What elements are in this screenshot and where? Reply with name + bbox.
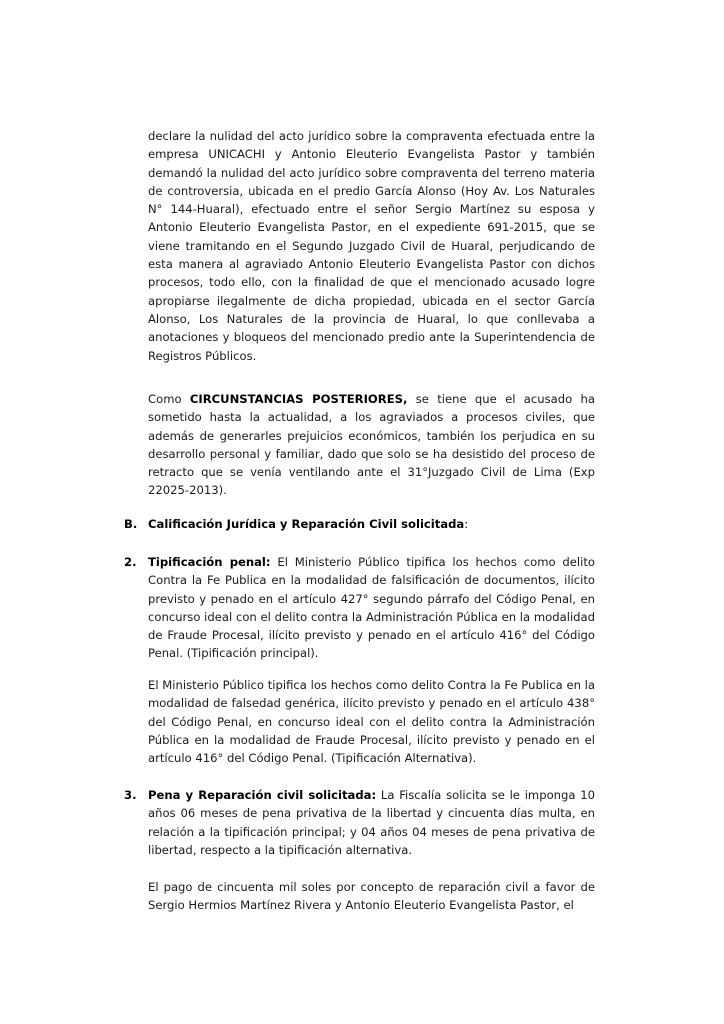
section-b-title: Calificación Jurídica y Reparación Civil solicitada <box>148 517 465 531</box>
paragraph-civil-reparation: El pago de cincuenta mil soles por concepto de reparación civil a favor de Sergio Hermios Martínez Rivera y Antonio Eleuterio Evangelista Pastor, el <box>148 880 595 913</box>
paragraph-lead: Como <box>148 392 190 406</box>
section-b-heading <box>124 515 595 533</box>
paragraph-alternative-typification: El Ministerio Público tipifica los hechos como delito Contra la Fe Publica en la modalidad de falsedad genérica, ilícito previsto y penado en el artículo 438° del Código Penal, en concurso ideal con el delito contra la Administración Pública en la modalidad de Fraude Procesal, ilícito previsto y penado en el artículo 416° del Código Penal. (Tipificación Alternativa). <box>148 678 595 766</box>
typification-text: El Ministerio Público tipifica los hechos como delito Contra la Fe Publica en la modalidad de falsificación de documentos, ilícito previsto y penado en el artículo 427° segundo párrafo del Código Penal, en concurso ideal con el delito contra la Administración Pública en la modalidad de Fraude Procesal, ilícito previsto y penado en el artículo 416° del Código Penal. (Tipificación principal). <box>148 555 595 661</box>
section-b-title-wrap <box>148 515 595 533</box>
list-item-2 <box>124 553 595 663</box>
paragraph-subsequent-circumstances <box>148 390 595 500</box>
list-item-3 <box>124 786 595 859</box>
penalty-paragraph <box>148 786 595 859</box>
paragraph-text: se tiene que el acusado ha sometido hasta la actualidad, a los agraviados a procesos civiles, que además de generarles prejuicios económicos, también los perjudica en su desarrollo personal y familiar, dado que solo se ha desistido del proceso de retracto que se venía ventilando ante el 31°Juzgado Civil de Lima (Exp 22025-2013). <box>148 392 595 498</box>
penalty-heading: Pena y Reparación civil solicitada: <box>148 788 377 802</box>
list-number: 2. <box>124 555 137 569</box>
list-number: 3. <box>124 788 137 802</box>
circumstances-heading: CIRCUNSTANCIAS POSTERIORES, <box>189 392 408 406</box>
section-b-colon: : <box>464 517 469 531</box>
typification-paragraph <box>148 553 595 663</box>
paragraph-facts-continued: declare la nulidad del acto jurídico sobre la compraventa efectuada entre la empresa UNICACHI y Antonio Eleuterio Evangelista Pastor y también demandó la nulidad del acto jurídico sobre compraventa del terreno materia de controversia, ubicada en el predio García Alonso (Hoy Av. Los Naturales N° 144-Huaral), efectuado entre el señor Sergio Martínez su esposa y Antonio Eleuterio Evangelista Pastor, en el expediente 691-2015, que se viene tramitando en el Segundo Juzgado Civil de Huaral, perjudicando de esta manera al agraviado Antonio Eleuterio Evangelista Pastor con dichos procesos, todo ello, con la finalidad de que el mencionado acusado logre apropiarse ilegalmente de dicha propiedad, ubicada en el sector García Alonso, Los Naturales de la provincia de Huaral, lo que conllevaba a anotaciones y bloqueos del mencionado predio ante la Superintendencia de Registros Públicos. <box>148 129 595 363</box>
typification-heading: Tipificación penal: <box>148 555 271 569</box>
section-marker: B. <box>124 517 138 531</box>
penalty-text: La Fiscalía solicita se le imponga 10 años 06 meses de pena privativa de la libertad y cincuenta días multa, en relación a la tipificación principal; y 04 años 04 meses de pena privativa de libertad, respecto a la tipificación alternativa. <box>148 788 595 857</box>
